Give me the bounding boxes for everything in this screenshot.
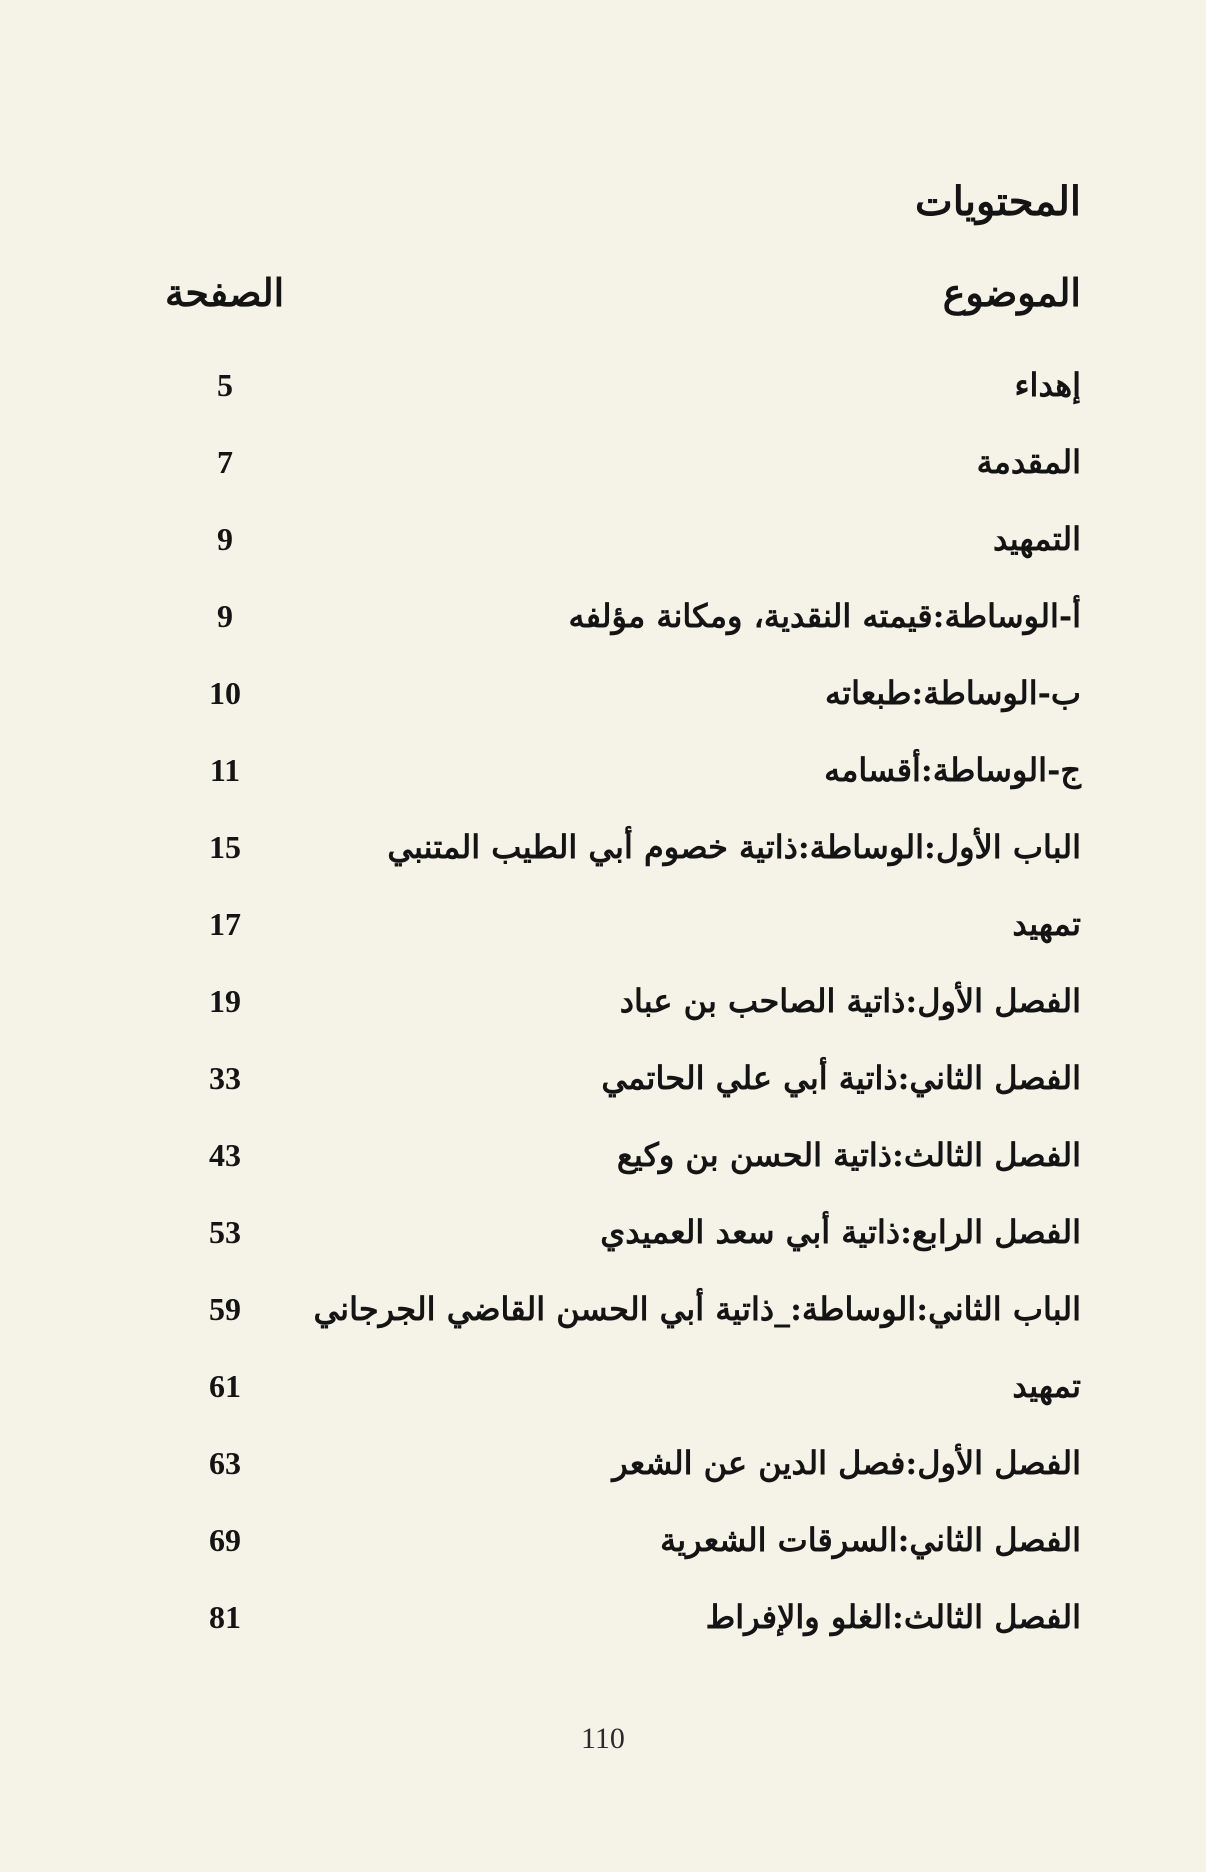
toc-row xyxy=(0,817,1206,877)
toc-entry-title: الفصل الأول:ذاتية الصاحب بن عباد xyxy=(619,982,1081,1020)
toc-entry-page: 7 xyxy=(217,444,233,480)
toc-entry-title: المقدمة xyxy=(976,443,1081,481)
toc-entry-page: 19 xyxy=(209,983,241,1019)
toc-row xyxy=(0,1356,1206,1416)
toc-entry-title: الفصل الثالث:الغلو والإفراط xyxy=(705,1598,1081,1636)
toc-row xyxy=(0,1202,1206,1262)
toc-row xyxy=(0,663,1206,723)
toc-entry-title: الباب الأول:الوساطة:ذاتية خصوم أبي الطيب المتنبي xyxy=(387,828,1081,866)
toc-entry-page: 63 xyxy=(209,1445,241,1481)
toc-row xyxy=(0,509,1206,569)
subject-column-header: الموضوع xyxy=(942,270,1081,315)
toc-row xyxy=(0,1510,1206,1570)
toc-entry-page: 17 xyxy=(209,906,241,942)
toc-row xyxy=(0,894,1206,954)
page-number: 110 xyxy=(581,1722,625,1755)
toc-entry-title: الفصل الثاني:السرقات الشعرية xyxy=(660,1521,1081,1559)
toc-entry-title: الفصل الرابع:ذاتية أبي سعد العميدي xyxy=(600,1213,1081,1251)
toc-entry-page: 43 xyxy=(209,1137,241,1173)
toc-row xyxy=(0,432,1206,492)
toc-row xyxy=(0,586,1206,646)
toc-entry-title: أ-الوساطة:قيمته النقدية، ومكانة مؤلفه xyxy=(568,597,1081,635)
toc-entry-page: 9 xyxy=(217,521,233,557)
toc-row xyxy=(0,355,1206,415)
page-column-header: الصفحة xyxy=(165,270,285,315)
toc-entry-page: 69 xyxy=(209,1522,241,1558)
toc-row xyxy=(0,1279,1206,1339)
toc-entry-title: إهداء xyxy=(1014,366,1081,404)
toc-entry-page: 81 xyxy=(209,1599,241,1635)
toc-row xyxy=(0,1125,1206,1185)
toc-entry-title: ب-الوساطة:طبعاته xyxy=(825,674,1081,712)
toc-entry-page: 61 xyxy=(209,1368,241,1404)
toc-entry-title: الفصل الأول:فصل الدين عن الشعر xyxy=(612,1444,1081,1482)
toc-entry-title: الباب الثاني:الوساطة:_ذاتية أبي الحسن القاضي الجرجاني xyxy=(313,1290,1081,1328)
toc-column-headers xyxy=(0,270,1206,330)
toc-entry-page: 11 xyxy=(209,752,241,788)
toc-row xyxy=(0,1048,1206,1108)
toc-entry-title: تمهيد xyxy=(1012,1367,1081,1405)
toc-row xyxy=(0,1587,1206,1647)
toc-entry-title: الفصل الثاني:ذاتية أبي علي الحاتمي xyxy=(601,1059,1081,1097)
toc-row xyxy=(0,971,1206,1031)
toc-entry-page: 9 xyxy=(217,598,233,634)
toc-entry-page: 10 xyxy=(209,675,241,711)
toc-row xyxy=(0,1433,1206,1493)
toc-entry-title: التمهيد xyxy=(993,520,1081,558)
toc-entry-title: تمهيد xyxy=(1012,905,1081,943)
toc-entry-title: ج-الوساطة:أقسامه xyxy=(824,751,1081,789)
toc-entry-page: 53 xyxy=(209,1214,241,1250)
toc-entry-page: 15 xyxy=(209,829,241,865)
toc-entry-page: 59 xyxy=(209,1291,241,1327)
toc-heading: المحتويات xyxy=(915,178,1081,225)
toc-entry-page: 33 xyxy=(209,1060,241,1096)
toc-entry-page: 5 xyxy=(217,367,233,403)
toc-entry-title: الفصل الثالث:ذاتية الحسن بن وكيع xyxy=(616,1136,1081,1174)
toc-row xyxy=(0,740,1206,800)
